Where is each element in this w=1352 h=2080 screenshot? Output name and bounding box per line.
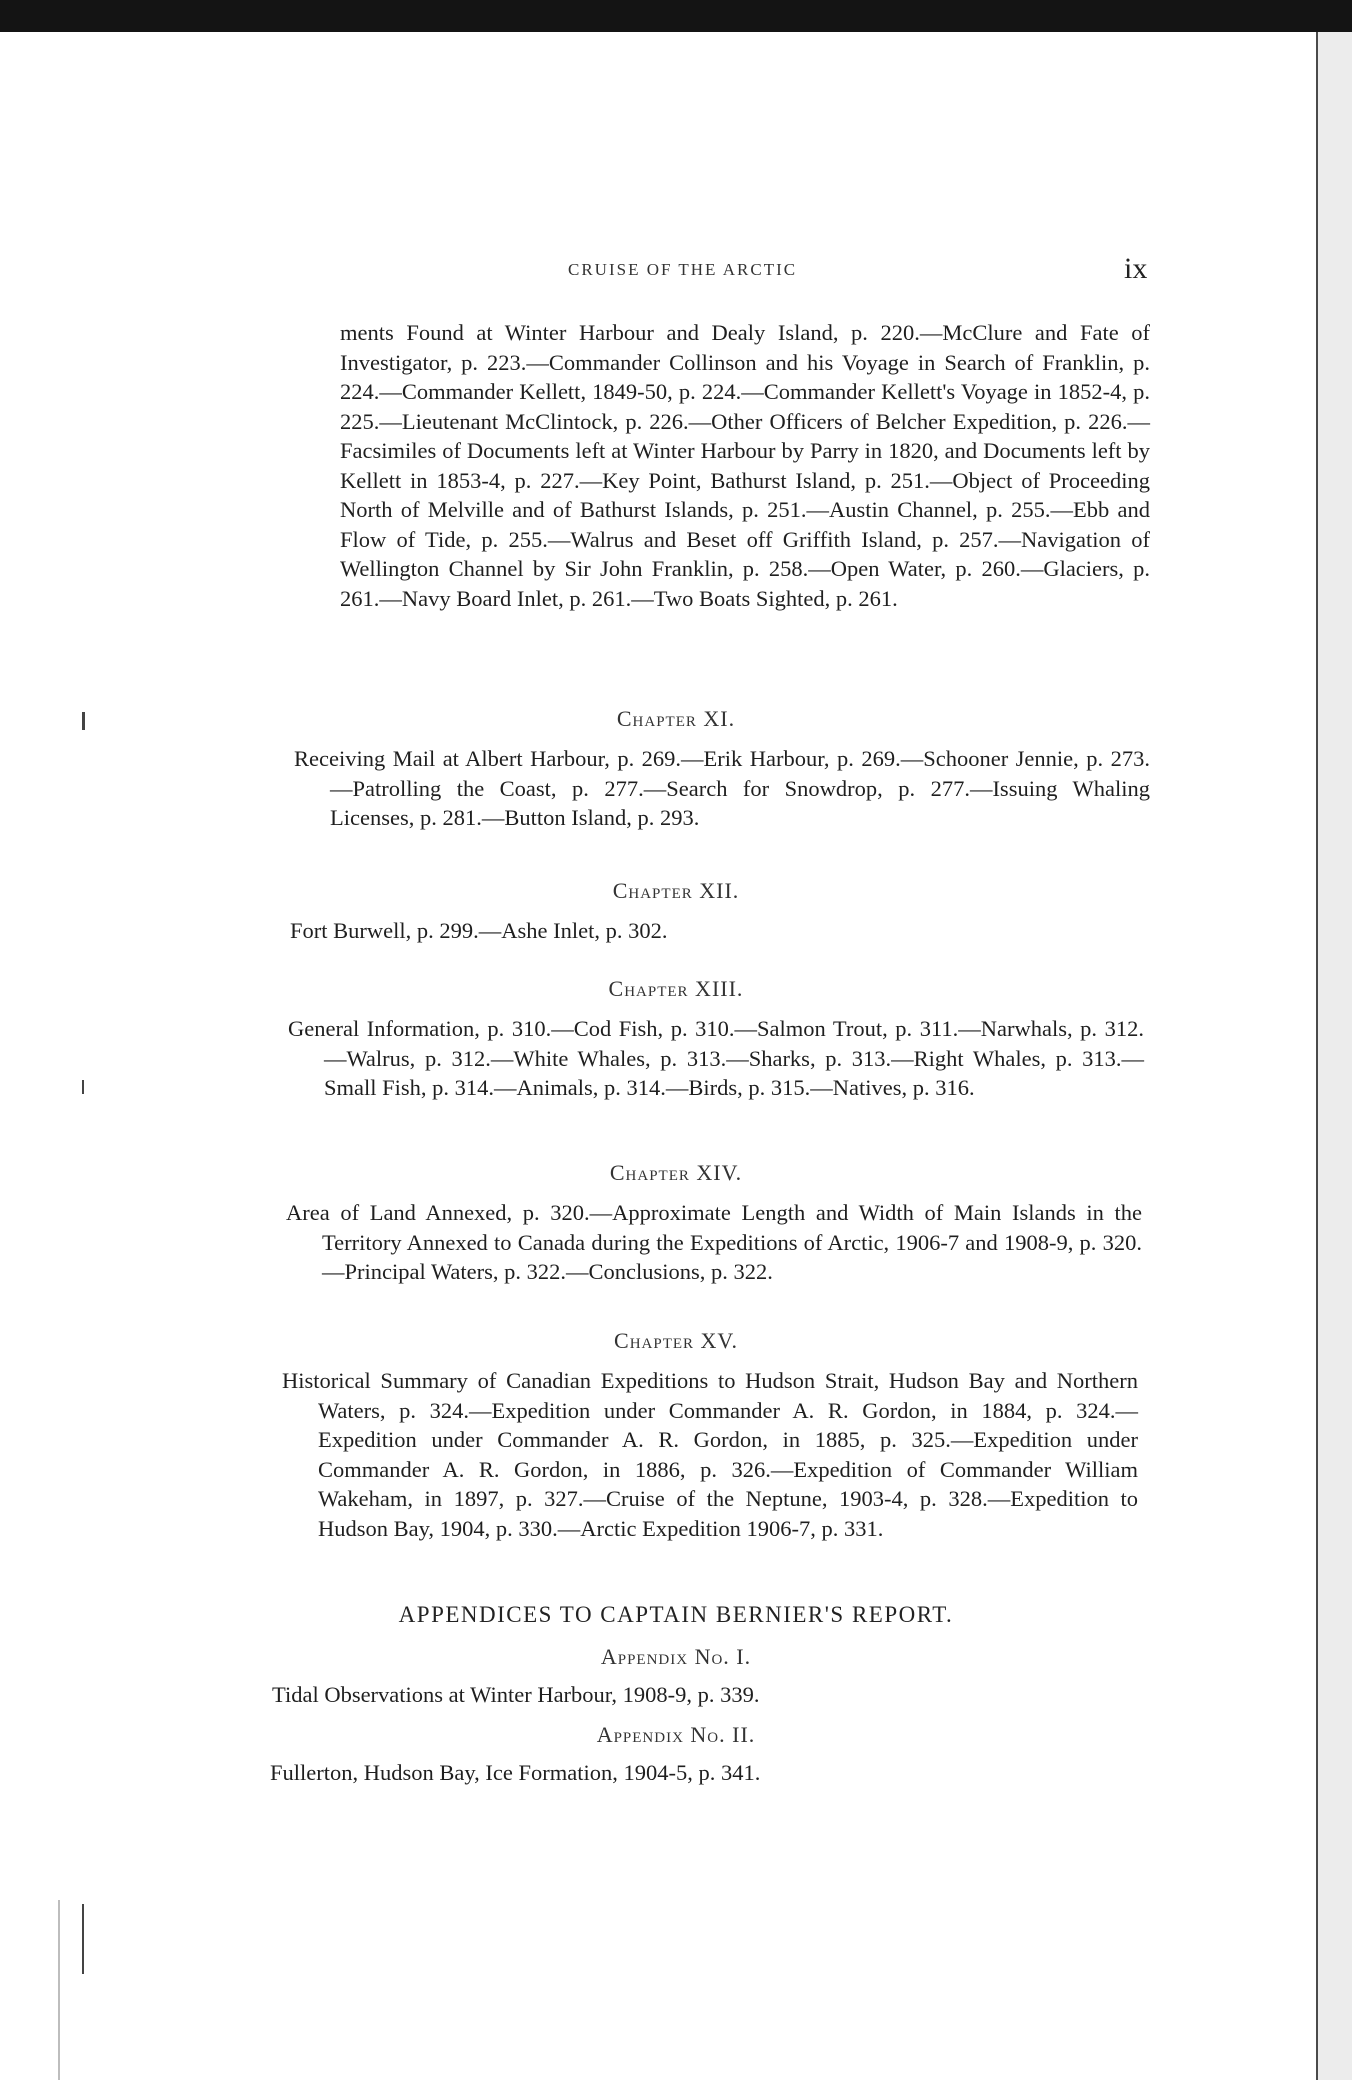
chapter-heading: Chapter XIV. xyxy=(609,1160,743,1185)
chapter-contents: Receiving Mail at Albert Harbour, p. 269.—Erik Harbour, p. 269.—Schooner Jennie, p. 273.—Patrolling the Coast, p. 277.—Search for Snowdrop, p. 277.—Issuing Whaling Licenses, p. 281.—Button Island, p. 293. xyxy=(294,746,1150,830)
page-right-edge xyxy=(1318,32,1352,2080)
appendix-entry: Fullerton, Hudson Bay, Ice Formation, 1904-5, p. 341. xyxy=(270,1760,761,1785)
left-margin-line xyxy=(58,1900,60,2080)
chapter-heading: Chapter XIII. xyxy=(608,976,744,1001)
margin-mark xyxy=(82,1080,84,1094)
appendix-heading: Appendix No. I. xyxy=(600,1644,752,1669)
appendix-entry: Tidal Observations at Winter Harbour, 1908-9, p. 339. xyxy=(272,1682,760,1707)
chapter-contents: Area of Land Annexed, p. 320.—Approximate Length and Width of Main Islands in the Territory Annexed to Canada during the Expeditions of Arctic, 1906-7 and 1908-9, p. 320.—Principal Waters, p. 322.—Conclusions, p. 322. xyxy=(286,1200,1142,1284)
chapter-heading: Chapter XII. xyxy=(612,878,740,903)
chapter-heading: Chapter XI. xyxy=(616,706,736,731)
chapter-heading: Chapter XV. xyxy=(614,1328,738,1353)
appendices-heading: APPENDICES TO CAPTAIN BERNIER'S REPORT. xyxy=(398,1602,954,1627)
running-head: CRUISE OF THE ARCTIC xyxy=(568,260,798,279)
scan-top-border xyxy=(0,0,1352,32)
margin-mark xyxy=(82,1904,84,1974)
chapter-contents: Historical Summary of Canadian Expeditions to Hudson Strait, Hudson Bay and Northern Waters, p. 324.—Expedition under Commander A. R. Gordon, in 1884, p. 324.—Expedition under Commander A. R. Gordon, in 1885, p. 325.—Expedition under Commander A. R. Gordon, in 1886, p. 326.—Expedition of Commander William Wakeham, in 1897, p. 327.—Cruise of the Neptune, 1903-4, p. 328.—Expedition to Hudson Bay, 1904, p. 330.—Arctic Expedition 1906-7, p. 331. xyxy=(282,1368,1138,1541)
chapter-contents: General Information, p. 310.—Cod Fish, p. 310.—Salmon Trout, p. 311.—Narwhals, p. 312.—Walrus, p. 312.—White Whales, p. 313.—Sharks, p. 313.—Right Whales, p. 313.—Small Fish, p. 314.—Animals, p. 314.—Birds, p. 315.—Natives, p. 316. xyxy=(288,1016,1144,1100)
chapter-x-continuation: ments Found at Winter Harbour and Dealy Island, p. 220.—McClure and Fate of Investigator, p. 223.—Commander Collinson and his Voyage in Search of Franklin, p. 224.—Commander Kellett, 1849-50, p. 224.—Commander Kellett's Voyage in 1852-4, p. 225.—Lieutenant McClintock, p. 226.—Other Officers of Belcher Expedition, p. 226.—Facsimiles of Documents left at Winter Harbour by Parry in 1820, and Documents left by Kellett in 1853-4, p. 227.—Key Point, Bathurst Island, p. 251.—Object of Proceeding North of Melville and of Bathurst Islands, p. 251.—Austin Channel, p. 255.—Ebb and Flow of Tide, p. 255.—Walrus and Beset off Griffith Island, p. 257.—Navigation of Wellington Channel by Sir John Franklin, p. 258.—Open Water, p. 260.—Glaciers, p. 261.—Navy Board Inlet, p. 261.—Two Boats Sighted, p. 261. xyxy=(340,320,1150,611)
page-edge-line xyxy=(1316,32,1318,2080)
page-number: ix xyxy=(1124,252,1148,285)
chapter-contents: Fort Burwell, p. 299.—Ashe Inlet, p. 302. xyxy=(290,918,668,943)
appendix-heading: Appendix No. II. xyxy=(596,1722,756,1747)
